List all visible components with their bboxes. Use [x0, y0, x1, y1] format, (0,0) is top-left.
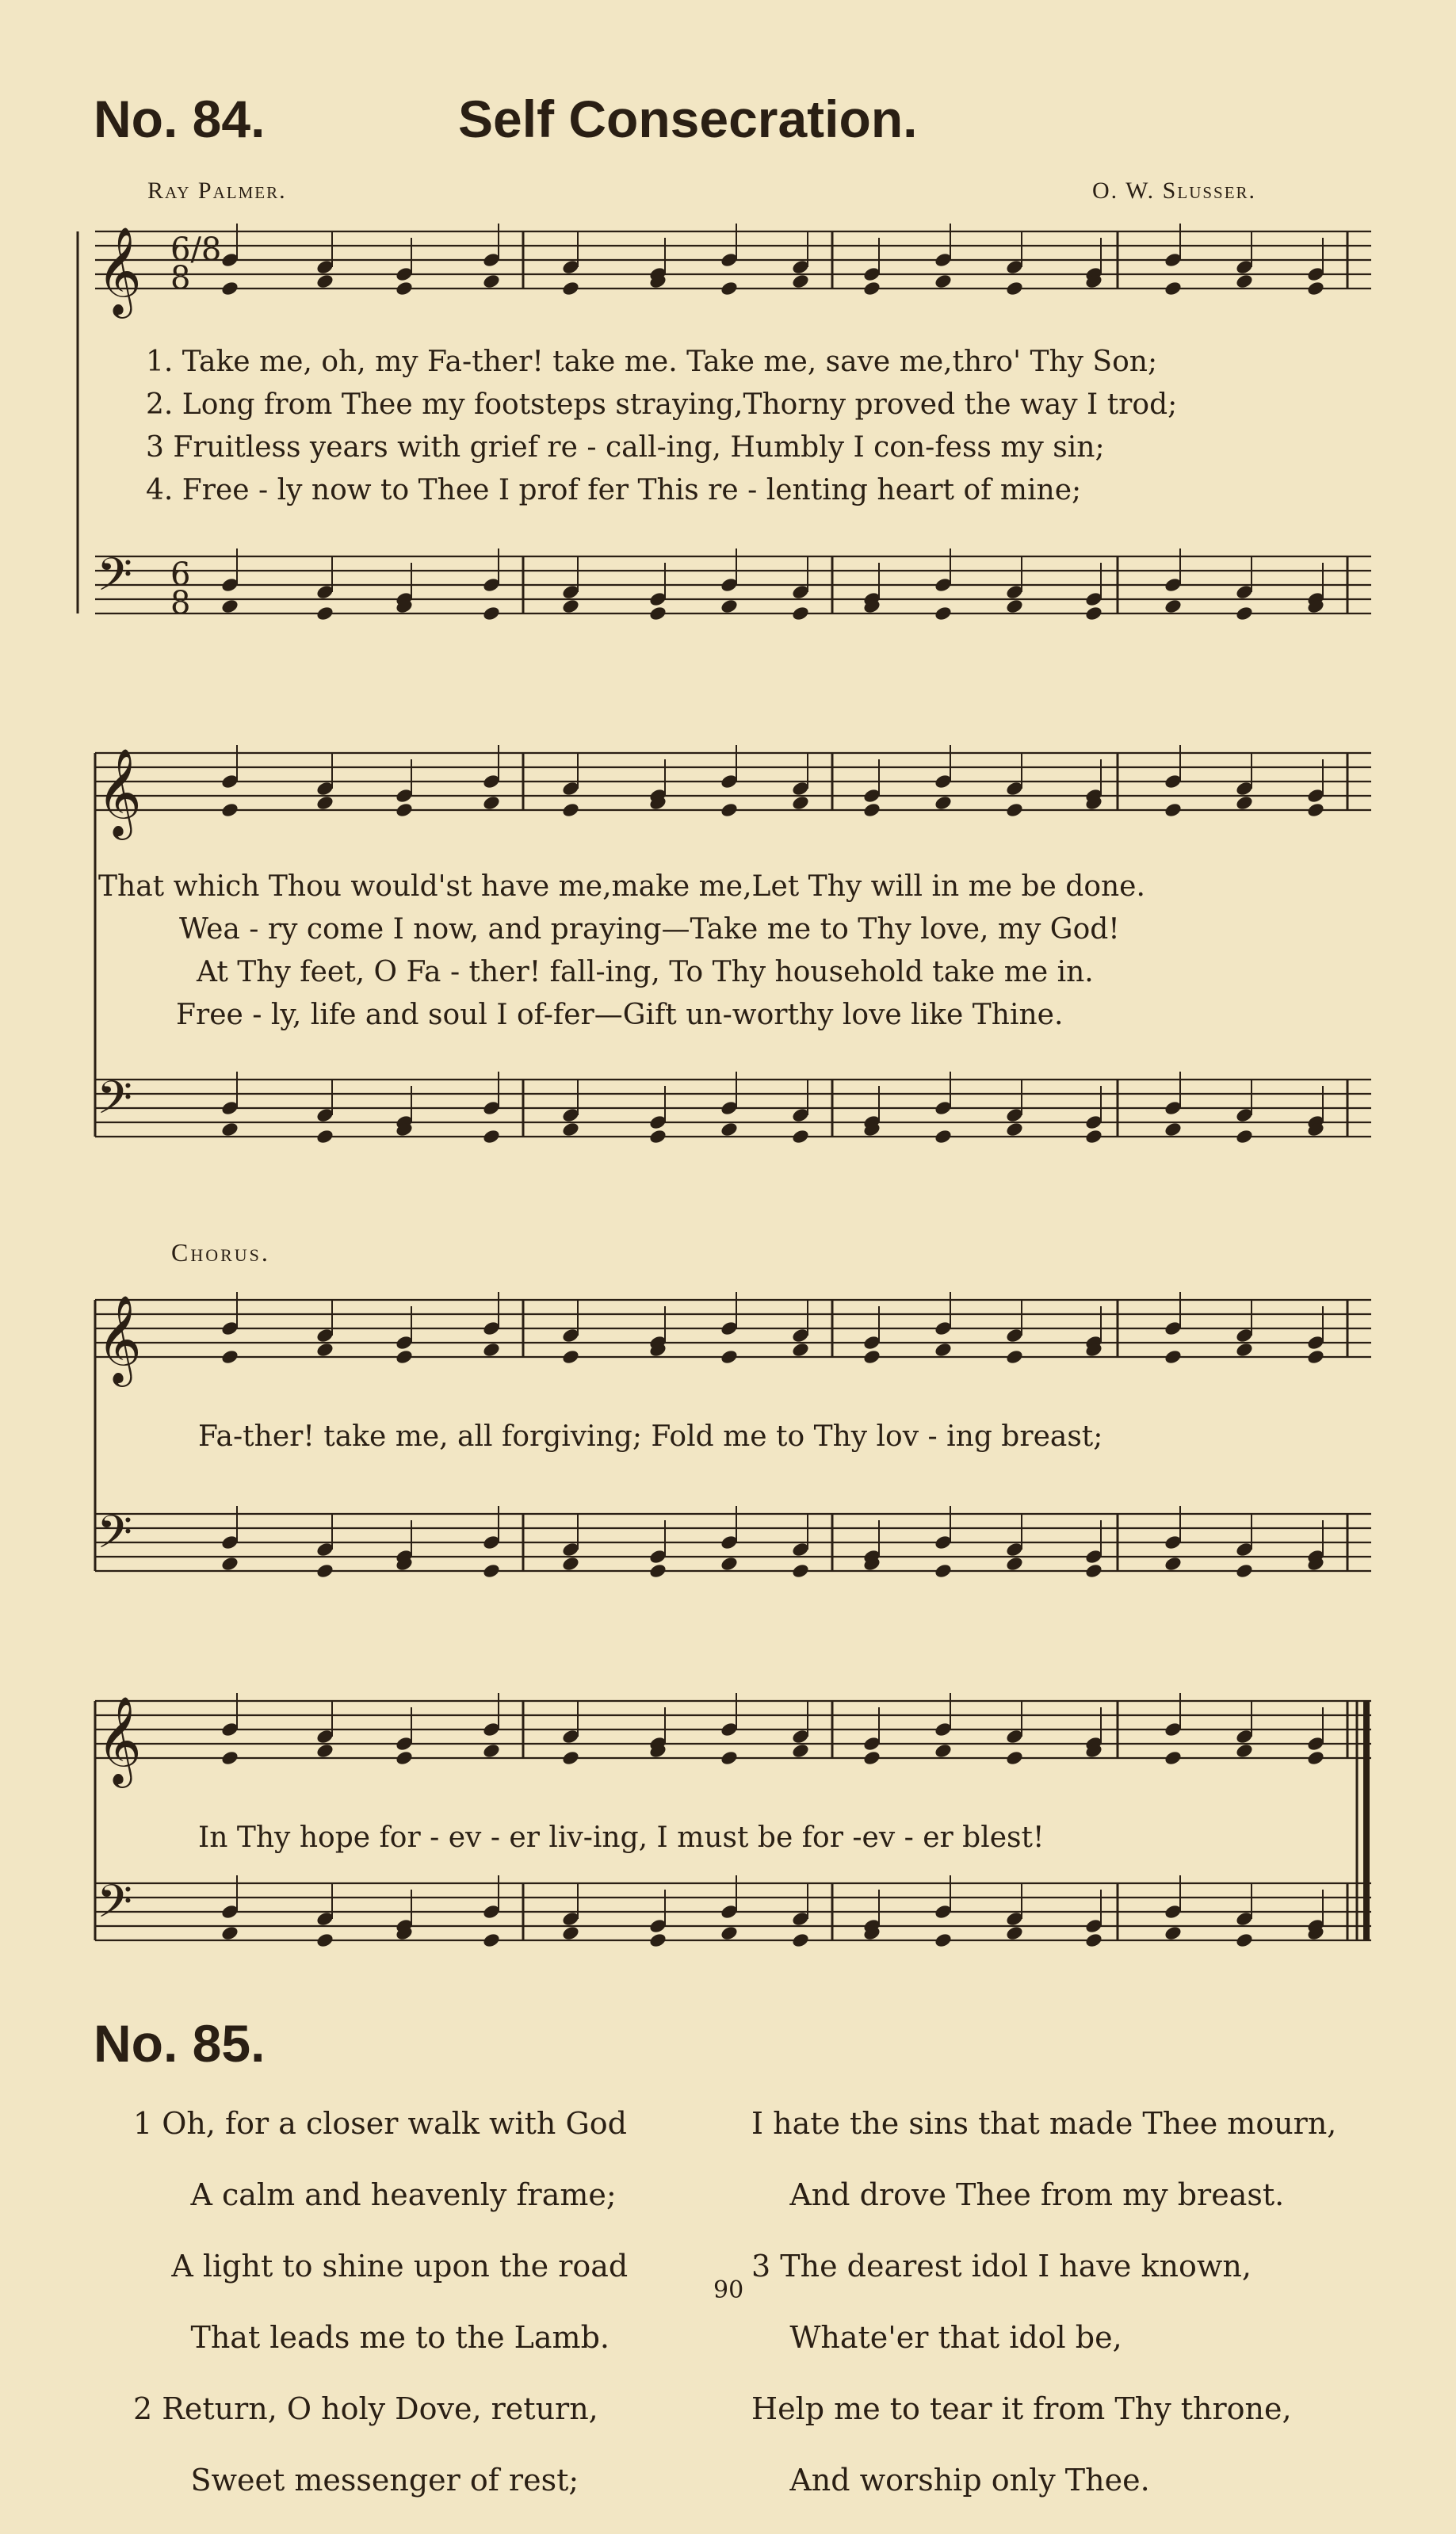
- note-head: [1164, 1121, 1183, 1137]
- note-head: [1084, 1562, 1103, 1579]
- note-head: [934, 1128, 953, 1145]
- note-head: [395, 801, 414, 818]
- note-head: [315, 273, 334, 289]
- verse-2-line: 2. Long from Thee my footsteps straying,Thorny proved the way I trod;: [146, 388, 1178, 421]
- note-head: [648, 605, 667, 621]
- note-head: [791, 1562, 810, 1579]
- note-head: [791, 605, 810, 621]
- note-head: [720, 598, 739, 614]
- treble-clef-icon: 𝄞: [97, 226, 142, 315]
- svg-text:𝄞: 𝄞: [97, 1294, 142, 1383]
- svg-text:6: 6: [170, 556, 191, 593]
- poem-line: I hate the sins that made Thee mourn,: [751, 2106, 1337, 2141]
- poem-line: And drove Thee from my breast.: [751, 2177, 1285, 2212]
- note-head: [862, 1348, 881, 1365]
- note-head: [1235, 273, 1254, 289]
- note-head: [220, 1121, 239, 1137]
- note-head: [395, 1348, 414, 1365]
- note-head: [720, 1121, 739, 1137]
- note-head: [482, 1128, 501, 1145]
- note-head: [648, 1932, 667, 1948]
- note-head: [1005, 598, 1024, 614]
- note-head: [934, 1341, 953, 1358]
- note-head: [720, 801, 739, 818]
- note-head: [791, 273, 810, 289]
- note-head: [720, 1555, 739, 1572]
- verse-3-line-2: At Thy feet, O Fa - ther! fall-ing, To Thy household take me in.: [197, 956, 1094, 988]
- note-head: [720, 1924, 739, 1941]
- hymn-85-left-column: [133, 2070, 628, 2534]
- note-head: [315, 1128, 334, 1145]
- note-head: [1306, 1749, 1325, 1766]
- note-head: [862, 1749, 881, 1766]
- hymn-85-right-column: [751, 2070, 1336, 2534]
- note-head: [791, 1128, 810, 1145]
- poem-line: A calm and heavenly frame;: [133, 2177, 617, 2212]
- svg-text:𝄞: 𝄞: [97, 747, 142, 836]
- poem-line: 2 Return, O holy Dove, return,: [133, 2391, 598, 2426]
- note-head: [1306, 801, 1325, 818]
- poem-line: Help me to tear it from Thy throne,: [751, 2391, 1292, 2426]
- note-head: [1005, 1924, 1024, 1941]
- verse-3-line: 3 Fruitless years with grief re - call-ing, Humbly I con-fess my sin;: [146, 431, 1105, 464]
- poem-line: And worship only Thee.: [751, 2463, 1150, 2498]
- hymn-85-number: No. 85.: [94, 2014, 266, 2073]
- poem-line: A light to shine upon the road: [133, 2249, 629, 2284]
- note-head: [220, 1348, 239, 1365]
- poem-line: 1 Oh, for a closer walk with God: [133, 2106, 628, 2141]
- note-head: [482, 1932, 501, 1948]
- verse-4-line: 4. Free - ly now to Thee I prof fer This re - lenting heart of mine;: [146, 474, 1082, 506]
- note-head: [482, 1341, 501, 1358]
- note-head: [1084, 1128, 1103, 1145]
- note-head: [1306, 280, 1325, 296]
- note-head: [561, 1121, 580, 1137]
- note-head: [561, 598, 580, 614]
- note-head: [1164, 1555, 1183, 1572]
- note-head: [482, 794, 501, 811]
- time-signature-top: 6/8: [170, 231, 222, 268]
- note-head: [561, 1348, 580, 1365]
- poem-line: That leads me to the Lamb.: [133, 2320, 610, 2355]
- note-head: [482, 605, 501, 621]
- note-head: [220, 598, 239, 614]
- note-head: [1235, 794, 1254, 811]
- svg-text:𝄢: 𝄢: [97, 1071, 133, 1136]
- note-head: [1164, 1749, 1183, 1766]
- note-head: [791, 794, 810, 811]
- note-head: [1235, 1742, 1254, 1759]
- note-head: [315, 1932, 334, 1948]
- note-head: [220, 1749, 239, 1766]
- note-head: [934, 605, 953, 621]
- chorus-line-2: In Thy hope for - ev - er liv-ing, I must be for -ev - er blest!: [198, 1821, 1045, 1854]
- verse-1-line-2: That which Thou would'st have me,make me,Let Thy will in me be done.: [98, 870, 1145, 903]
- svg-text:8: 8: [170, 260, 191, 296]
- bass-clef-icon: 𝄢: [97, 548, 133, 613]
- poem-line: 3 The dearest idol I have known,: [751, 2249, 1252, 2284]
- svg-text:𝄢: 𝄢: [97, 1875, 133, 1940]
- note-head: [561, 280, 580, 296]
- note-head: [482, 273, 501, 289]
- note-head: [561, 801, 580, 818]
- note-head: [1005, 801, 1024, 818]
- note-head: [220, 801, 239, 818]
- hymn-number: No. 84.: [94, 90, 266, 148]
- note-head: [720, 1749, 739, 1766]
- note-head: [934, 1932, 953, 1948]
- note-head: [934, 794, 953, 811]
- note-head: [315, 605, 334, 621]
- lyricist-credit: Ray Palmer.: [147, 178, 287, 204]
- poem-line: Whate'er that idol be,: [751, 2320, 1122, 2355]
- note-head: [1235, 1128, 1254, 1145]
- note-head: [648, 1128, 667, 1145]
- svg-text:𝄞: 𝄞: [97, 1695, 142, 1784]
- note-head: [720, 280, 739, 296]
- note-head: [482, 1562, 501, 1579]
- note-head: [791, 1742, 810, 1759]
- note-head: [648, 1562, 667, 1579]
- note-head: [395, 1749, 414, 1766]
- note-head: [315, 1742, 334, 1759]
- note-head: [1005, 1121, 1024, 1137]
- note-head: [220, 280, 239, 296]
- note-head: [720, 1348, 739, 1365]
- note-head: [1005, 280, 1024, 296]
- note-head: [561, 1749, 580, 1766]
- note-head: [934, 1562, 953, 1579]
- note-head: [1235, 1562, 1254, 1579]
- note-head: [1005, 1555, 1024, 1572]
- note-head: [1164, 598, 1183, 614]
- poem-line: Sweet messenger of rest;: [133, 2463, 579, 2498]
- note-head: [1005, 1749, 1024, 1766]
- note-head: [791, 1932, 810, 1948]
- note-head: [1084, 605, 1103, 621]
- hymn-title: Self Consecration.: [458, 90, 918, 148]
- svg-text:8: 8: [170, 585, 191, 621]
- verse-2-line-2: Wea - ry come I now, and praying—Take me to Thy love, my God!: [179, 913, 1120, 946]
- note-head: [791, 1341, 810, 1358]
- note-head: [561, 1924, 580, 1941]
- verse-4-line-2: Free - ly, life and soul I of-fer—Gift un-worthy love like Thine.: [176, 999, 1064, 1031]
- note-head: [934, 1742, 953, 1759]
- note-head: [315, 1562, 334, 1579]
- verse-1-line: 1. Take me, oh, my Fa-ther! take me. Take me, save me,thro' Thy Son;: [146, 346, 1158, 378]
- note-head: [1164, 1924, 1183, 1941]
- svg-text:𝄢: 𝄢: [97, 1505, 133, 1570]
- note-head: [934, 273, 953, 289]
- composer-credit: O. W. Slusser.: [1092, 178, 1257, 204]
- page-number: 90: [713, 2276, 744, 2304]
- note-head: [1235, 605, 1254, 621]
- chorus-label: Chorus.: [171, 1238, 270, 1267]
- note-head: [1306, 1348, 1325, 1365]
- note-head: [862, 280, 881, 296]
- note-head: [1084, 1932, 1103, 1948]
- note-head: [482, 1742, 501, 1759]
- note-head: [315, 794, 334, 811]
- chorus-line-1: Fa-ther! take me, all forgiving; Fold me to Thy lov - ing breast;: [198, 1420, 1103, 1453]
- note-head: [1235, 1932, 1254, 1948]
- note-head: [1164, 280, 1183, 296]
- note-head: [561, 1555, 580, 1572]
- note-head: [220, 1924, 239, 1941]
- note-head: [220, 1555, 239, 1572]
- note-head: [315, 1341, 334, 1358]
- note-head: [1164, 1348, 1183, 1365]
- note-head: [1235, 1341, 1254, 1358]
- note-head: [862, 801, 881, 818]
- note-head: [1005, 1348, 1024, 1365]
- note-head: [1164, 801, 1183, 818]
- note-head: [395, 280, 414, 296]
